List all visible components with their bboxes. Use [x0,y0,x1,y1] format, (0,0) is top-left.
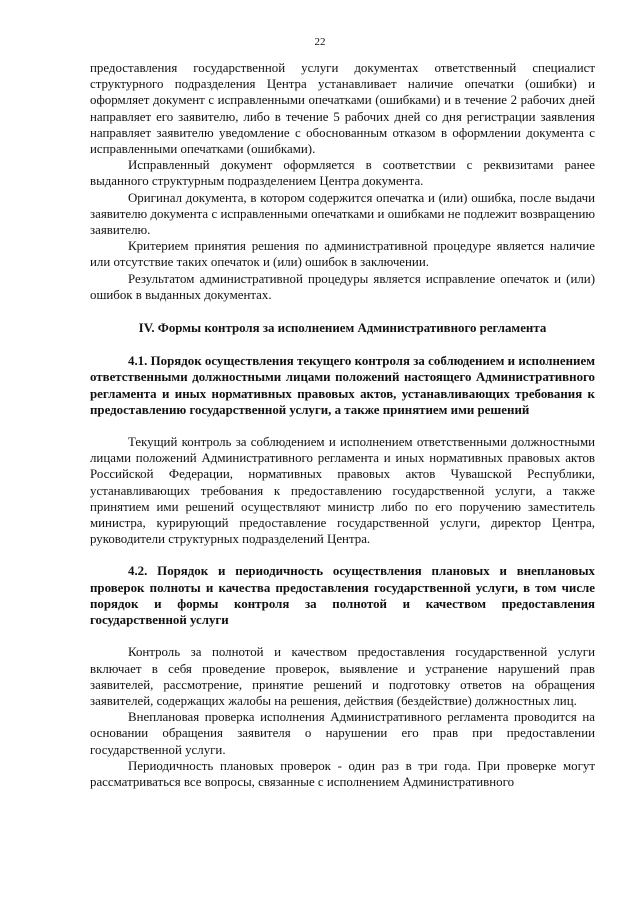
section-title: IV. Формы контроля за исполнением Административного регламента [138,321,547,336]
page-number: 22 [314,36,326,48]
spacer [90,547,595,563]
intro-paragraph: Критерием принятия решения по административной процедуре является наличие или отсутствие таких опечаток и (или) ошибок в заключении. [90,239,595,270]
subsection-4-2-paragraph: Периодичность плановых проверок - один раз в три года. При проверке могут рассматриваться все вопросы, связанные с исполнением Административного [90,758,595,789]
intro-paragraph: предоставления государственной услуги документах ответственный специалист структурного подразделения Центра устанавливает наличие опечатки (ошибки) и оформляет документ с исправленными опечатками (ошибками) и в течение 2 рабочих дней направляет его заявителю, либо в течение 5 рабочих дней со дня регистрации заявления направляет заявителю уведомление с обоснованным отказом в оформлении документа с исправленными опечатками (ошибками). [90,61,595,157]
subsection-4-1-paragraph: Текущий контроль за соблюдением и исполнением ответственными должностными лицами положений Административного регламента и иных нормативных правовых актов Российской Федерации, нормативных правовых актов Чувашской Республики, устанавливающих требования к предоставлению государственной услуги, а также принятием ими решений осуществляют министр либо по его поручению заместитель министра, курирующий предоставление государственной услуги, директор Центра, руководители структурных подразделений Центра. [90,435,595,547]
page-content [90,60,595,790]
subsection-heading-4-1: 4.1. Порядок осуществления текущего контроля за соблюдением и исполнением ответственными должностными лицами положений настоящего Административного регламента и иных нормативных правовых актов, устанавливающих требования к предоставлению государственной услуги, а также принятием ими решений [90,354,595,417]
intro-paragraph: Оригинал документа, в котором содержится опечатка и (или) ошибка, после выдачи заявителю документа с исправленными опечатками и ошибками не подлежит возвращению заявителю. [90,190,595,238]
intro-paragraph: Исправленный документ оформляется в соответствии с реквизитами ранее выданного структурным подразделением Центра документа. [90,158,595,189]
intro-paragraph: Результатом административной процедуры является исправление опечаток и (или) ошибок в выданных документах. [90,271,595,302]
subsection-4-2-paragraph: Контроль за полнотой и качеством предоставления государственной услуги включает в себя проведение проверок, выявление и устранение нарушений прав заявителей, рассмотрение, принятие решений и подготовку ответов на обращения заявителей, содержащих жалобы на решения, действия (бездействие) должностных лиц. [90,645,595,708]
subsection-heading-4-2: 4.2. Порядок и периодичность осуществления плановых и внеплановых проверок полноты и качества предоставления государственной услуги, в том числе порядок и формы контроля за полнотой и качеством предоставления государственной услуги [90,564,595,628]
subsection-4-2-paragraph: Внеплановая проверка исполнения Административного регламента проводится на основании обращения заявителя о нарушении его прав при предоставлении государственной услуги. [90,710,595,757]
